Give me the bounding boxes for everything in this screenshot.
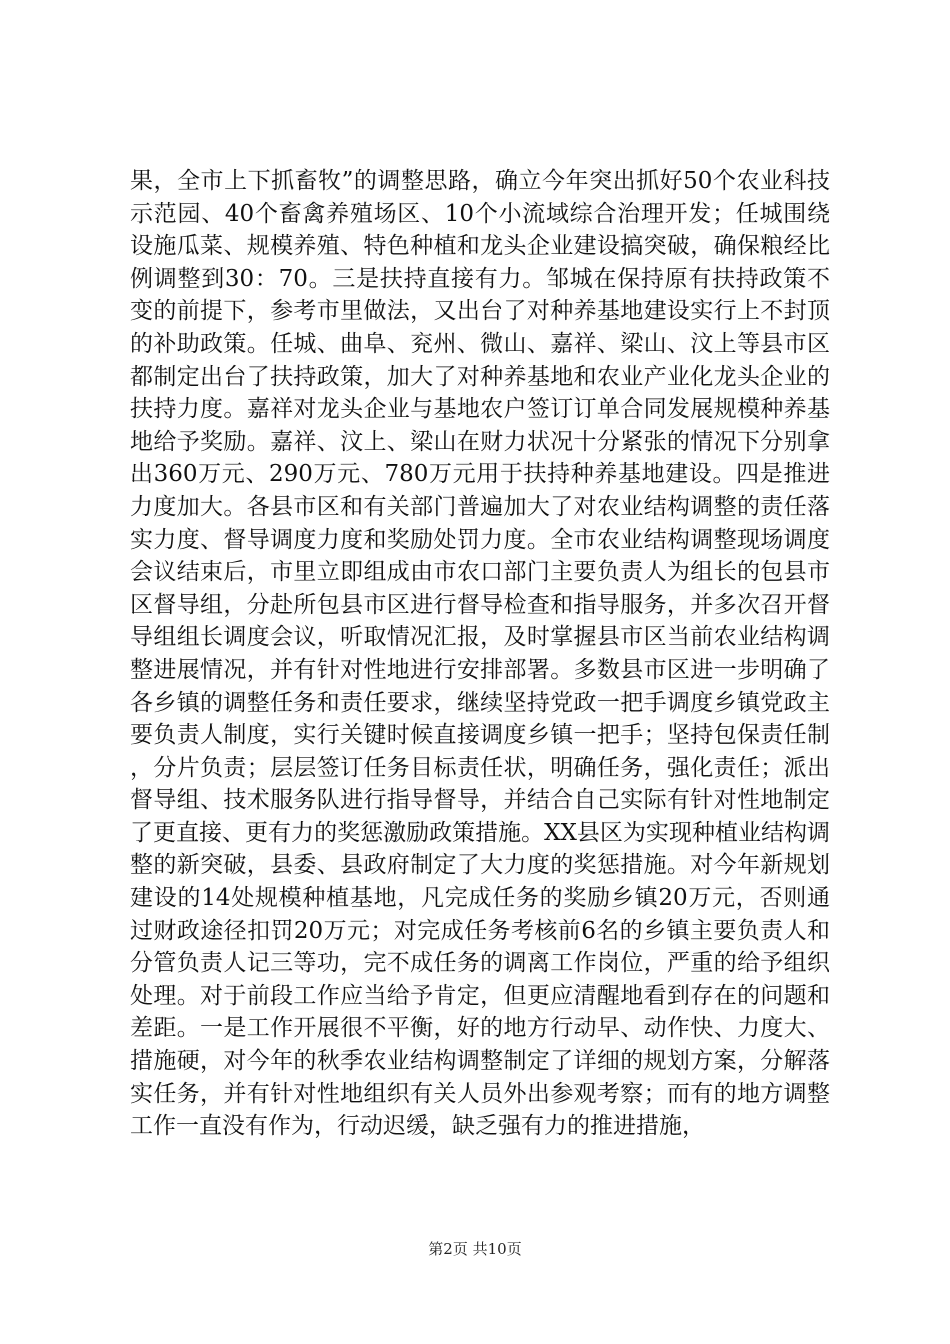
page-number-footer: 第2页 共10页 [428,1240,522,1258]
body-paragraph: 果，全市上下抓畜牧”的调整思路，确立今年突出抓好50个农业科技示范园、40个畜禽养殖场区、10个小流域综合治理开发；任城围绕设施瓜菜、规模养殖、特色种植和龙头企业建设搞突破，确保粮经比例调整到30：70。三是扶持直接有力。邹城在保持原有扶持政策不变的前提下，参考市里做法，又出台了对种养基地建设实行上不封顶的补助政策。任城、曲阜、兖州、微山、嘉祥、梁山、汶上等县市区都制定出台了扶持政策，加大了对种养基地和农业产业化龙头企业的扶持力度。嘉祥对龙头企业与基地农户签订订单合同发展规模种养基地给予奖励。嘉祥、汶上、梁山在财力状况十分紧张的情况下分别拿出360万元、290万元、780万元用于扶持种养基地建设。四是推进力度加大。各县市区和有关部门普遍加大了对农业结构调整的责任落实力度、督导调度力度和奖励处罚力度。全市农业结构调整现场调度会议结束后，市里立即组成由市农口部门主要负责人为组长的包县市区督导组，分赴所包县市区进行督导检查和指导服务，并多次召开督导组组长调度会议，听取情况汇报，及时掌握县市区当前农业结构调整进展情况，并有针对性地进行安排部署。多数县市区进一步明确了各乡镇的调整任务和责任要求，继续坚持党政一把手调度乡镇党政主要负责人制度，实行关键时候直接调度乡镇一把手；坚持包保责任制，分片负责；层层签订任务目标责任状，明确任务，强化责任；派出督导组、技术服务队进行指导督导，并结合自己实际有针对性地制定了更直接、更有力的奖惩激励政策措施。XX县区为实现种植业结构调整的新突破，县委、县政府制定了大力度的奖惩措施。对今年新规划建设的14处规模种植基地，凡完成任务的奖励乡镇20万元，否则通过财政途径扣罚20万元；对完成任务考核前6名的乡镇主要负责人和分管负责人记三等功，完不成任务的调离工作岗位，严重的给予组织处理。对于前段工作应当给予肯定，但更应清醒地看到存在的问题和差距。一是工作开展很不平衡，好的地方行动早、动作快、力度大、措施硬，对今年的秋季农业结构调整制定了详细的规划方案，分解落实任务，并有针对性地组织有关人员外出参观考察；而有的地方调整工作一直没有作为，行动迟缓，缺乏强有力的推进措施， [130,168,830,1140]
